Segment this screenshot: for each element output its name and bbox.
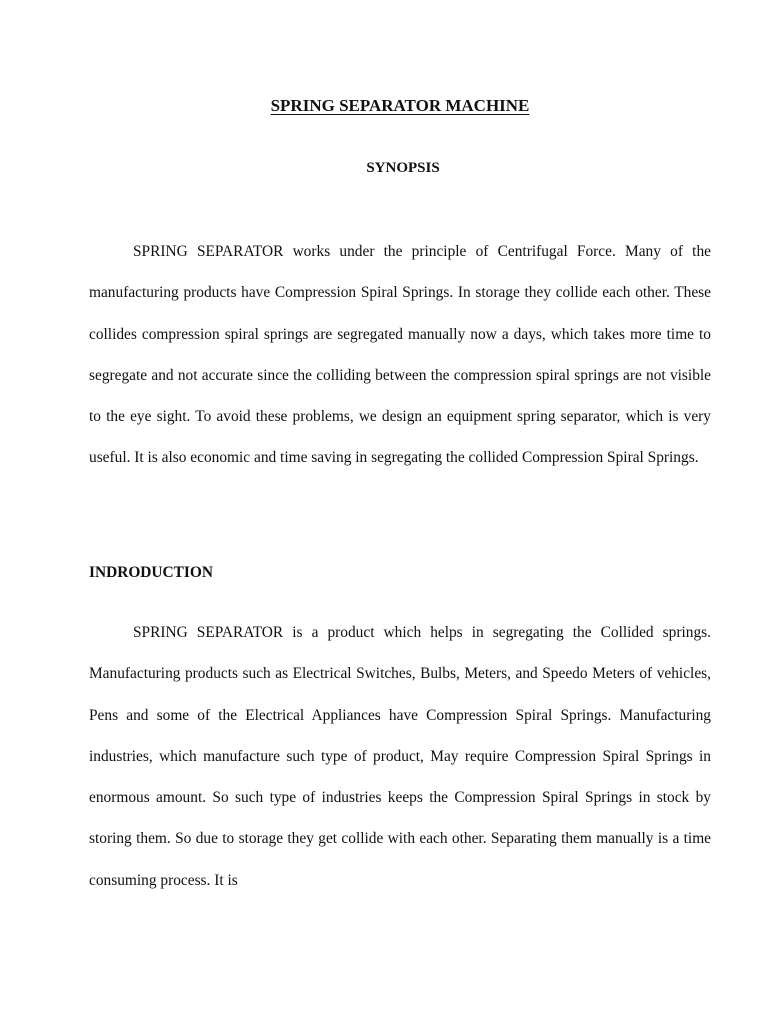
introduction-heading: INDRODUCTION: [89, 564, 213, 581]
introduction-paragraph: SPRING SEPARATOR is a product which helps in segregating the Collided springs. Manufacturing products such as Electrical Switches, Bulbs, Meters, and Speedo Meters of vehicles, Pens and some of the Electrical Appliances have Compression Spiral Springs. Manufacturing industries, which manufacture such type of product, May require Compression Spiral Springs in enormous amount. So such type of industries keeps the Compression Spiral Springs in stock by storing them. So due to storage they get collide with each other. Separating them manually is a time consuming process. It is: [89, 624, 711, 889]
synopsis-heading: SYNOPSIS: [366, 160, 440, 176]
synopsis-paragraph: SPRING SEPARATOR works under the principle of Centrifugal Force. Many of the manufacturing products have Compression Spiral Springs. In storage they collide each other. These collides compression spiral springs are segregated manually now a days, which takes more time to segregate and not accurate since the colliding between the compression spiral springs are not visible to the eye sight. To avoid these problems, we design an equipment spring separator, which is very useful. It is also economic and time saving in segregating the collided Compression Spiral Springs.: [89, 243, 711, 467]
document-title: SPRING SEPARATOR MACHINE: [270, 96, 530, 115]
